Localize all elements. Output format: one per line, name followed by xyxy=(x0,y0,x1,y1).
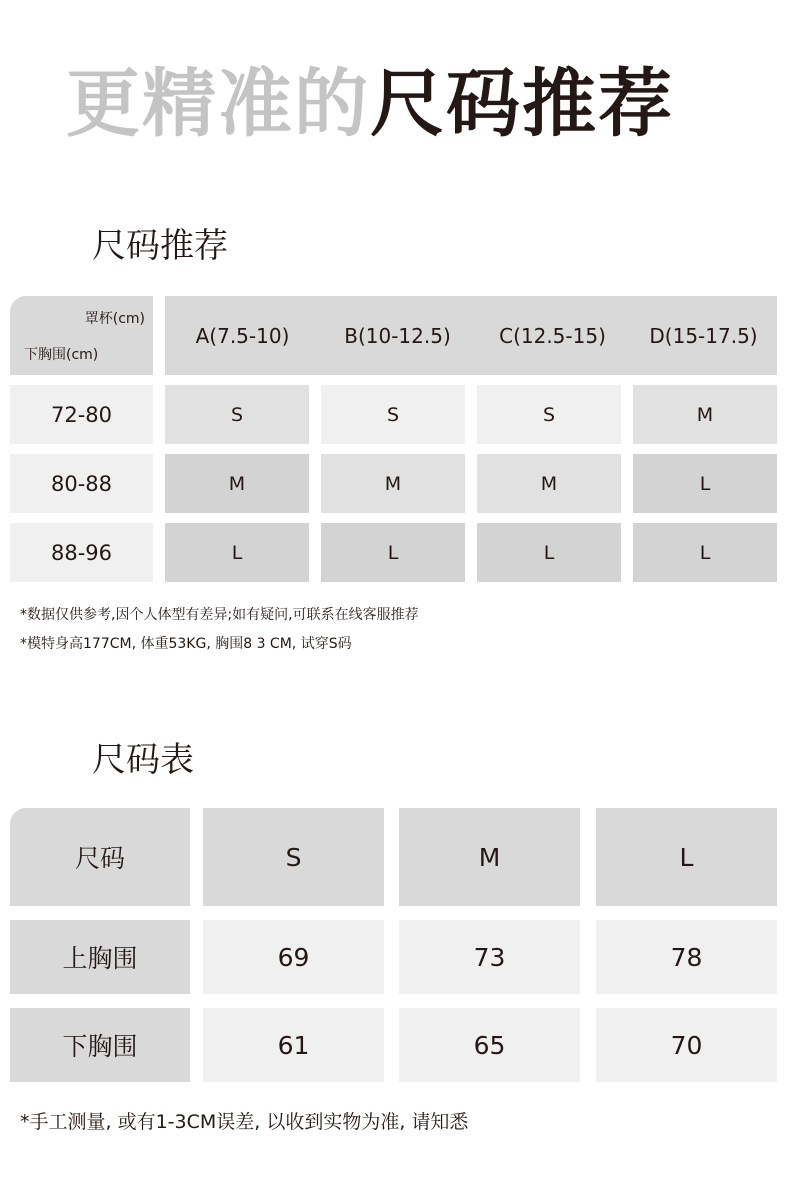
measurement-cell: 65 xyxy=(399,1008,580,1082)
size-cell: L xyxy=(633,454,777,513)
hero-title xyxy=(66,62,674,146)
underbust-row-label: 80-88 xyxy=(10,454,153,513)
measurement-note: *手工测量, 或有1-3CM误差, 以收到实物为准, 请知悉 xyxy=(20,1111,469,1133)
measurement-cell: 69 xyxy=(203,920,384,994)
size-cell: M xyxy=(165,454,309,513)
recommendation-note: *数据仅供参考,因个人体型有差异;如有疑问,可联系在线客服推荐 xyxy=(20,607,419,623)
size-cell: S xyxy=(321,385,465,444)
size-cell: S xyxy=(477,385,621,444)
hero-title-dark: 尺码推荐 xyxy=(370,61,674,147)
size-column-header: M xyxy=(399,808,580,906)
cup-column-header: A(7.5-10) xyxy=(165,296,320,375)
size-cell: M xyxy=(633,385,777,444)
cup-column-header: B(10-12.5) xyxy=(320,296,475,375)
size-chart-title: 尺码表 xyxy=(92,740,194,780)
cup-label: 罩杯(cm) xyxy=(84,311,145,327)
measurement-cell: 61 xyxy=(203,1008,384,1082)
size-cell: M xyxy=(477,454,621,513)
size-cell: L xyxy=(321,523,465,582)
size-chart-header-label: 尺码 xyxy=(10,808,190,906)
measurement-row-label: 上胸围 xyxy=(10,920,190,994)
size-cell: L xyxy=(477,523,621,582)
underbust-row-label: 72-80 xyxy=(10,385,153,444)
cup-column-header: D(15-17.5) xyxy=(630,296,777,375)
size-column-header: L xyxy=(596,808,777,906)
measurement-cell: 70 xyxy=(596,1008,777,1082)
model-note: *模特身高177CM, 体重53KG, 胸围8 3 CM, 试穿S码 xyxy=(20,636,352,652)
recommendation-corner-header xyxy=(10,296,153,375)
measurement-cell: 73 xyxy=(399,920,580,994)
measurement-cell: 78 xyxy=(596,920,777,994)
size-column-header: S xyxy=(203,808,384,906)
size-cell: L xyxy=(165,523,309,582)
underbust-label: 下胸围(cm) xyxy=(24,347,99,363)
cup-column-header: C(12.5-15) xyxy=(475,296,630,375)
size-cell: L xyxy=(633,523,777,582)
size-cell: M xyxy=(321,454,465,513)
hero-title-light: 更精准的 xyxy=(66,61,370,147)
size-cell: S xyxy=(165,385,309,444)
underbust-row-label: 88-96 xyxy=(10,523,153,582)
measurement-row-label: 下胸围 xyxy=(10,1008,190,1082)
recommendation-title: 尺码推荐 xyxy=(92,226,228,266)
